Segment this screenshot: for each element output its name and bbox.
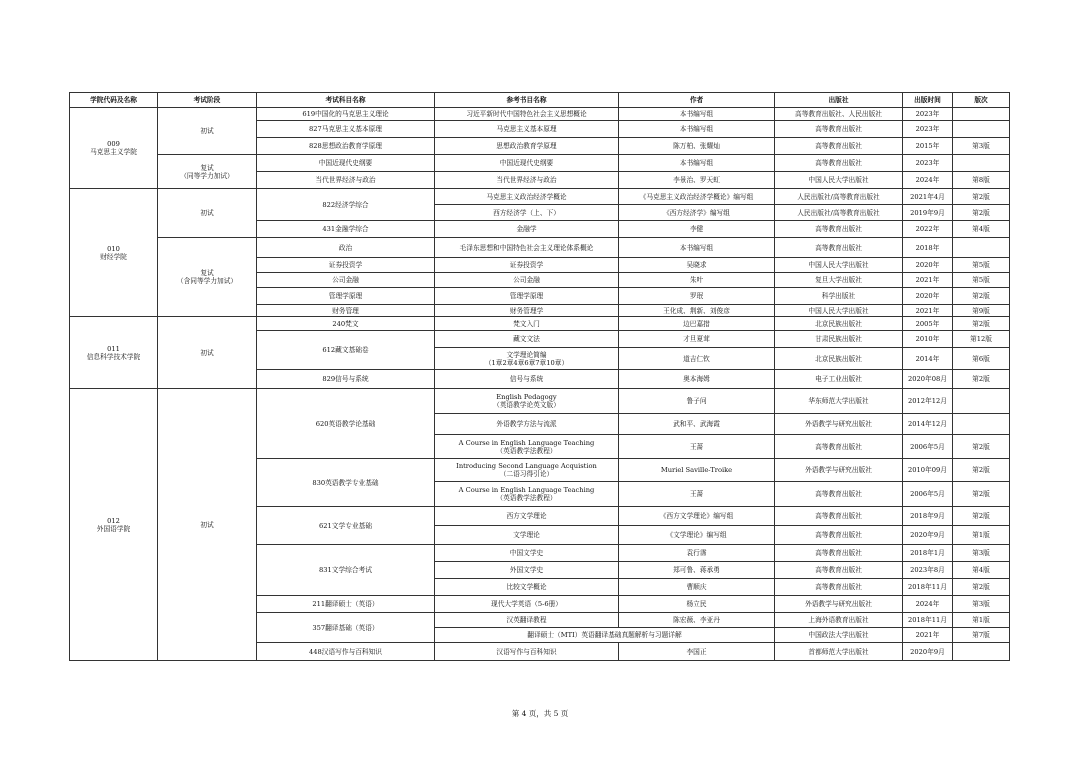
edition-cell: 第2版 [953,507,1010,526]
time-cell: 2010年 [903,331,953,348]
book-title-line: English Pedagogy [496,393,557,401]
subject-cell: 财务管理 [257,305,435,317]
header-time: 出版时间 [903,93,953,108]
time-cell: 2006年5月 [903,435,953,459]
book-cell: 翻译硕士（MTI）英语翻译基础真题解析与习题详解 [435,628,775,643]
time-cell: 2018年 [903,238,953,258]
edition-cell: 第4版 [953,562,1010,579]
book-title-line: （英语教学法教程） [496,494,557,502]
stage-cell: 初试 [158,317,257,389]
book-cell: 藏文文法 [435,331,619,348]
time-cell: 2024年 [903,596,953,613]
book-cell: 梵文入门 [435,317,619,331]
page-footer: 第 4 页，共 5 页 [511,709,569,718]
college-name: 外国语学院 [96,524,131,533]
time-cell: 2019年9月 [903,205,953,221]
stage-cell [158,238,257,317]
time-cell: 2006年5月 [903,482,953,507]
publisher-cell: 高等教育出版社 [775,221,903,238]
author-cell: 才旦夏茸 [619,331,775,348]
edition-cell: 第2版 [953,189,1010,205]
college-code: 011 [107,344,120,353]
publisher-cell: 华东师范大学出版社 [775,389,903,414]
book-cell: 西方文学理论 [435,507,619,526]
time-cell: 2014年12月 [903,414,953,435]
subject-cell: 证券投资学 [257,258,435,273]
author-cell: 本书编写组 [619,108,775,121]
subject-cell: 431金融学综合 [257,221,435,238]
time-cell: 2023年 [903,108,953,121]
publisher-cell: 外语教学与研究出版社 [775,414,903,435]
time-cell: 2023年 [903,121,953,138]
time-cell: 2020年08月 [903,370,953,389]
publisher-cell: 高等教育出版社 [775,435,903,459]
book-cell: 马克思主义政治经济学概论 [435,189,619,205]
author-cell: 奥本海姆 [619,370,775,389]
publisher-cell: 北京民族出版社 [775,317,903,331]
publisher-cell: 高等教育出版社 [775,579,903,596]
subject-cell: 管理学原理 [257,288,435,305]
header-publisher: 出版社 [775,93,903,108]
edition-cell: 第3版 [953,138,1010,155]
subject-cell: 公司金融 [257,273,435,288]
subject-cell: 827马克思主义基本原理 [257,121,435,138]
time-cell: 2023年 [903,155,953,172]
college-cell [70,108,158,189]
time-cell: 2020年9月 [903,526,953,545]
publisher-cell: 外语教学与研究出版社 [775,596,903,613]
author-cell: 《西方经济学》编写组 [619,205,775,221]
publisher-cell: 外语教学与研究出版社 [775,459,903,482]
author-cell: 杨立民 [619,596,775,613]
publisher-cell: 人民出版社/高等教育出版社 [775,205,903,221]
college-name: 马克思主义学院 [90,148,137,156]
edition-cell: 第2版 [953,435,1010,459]
time-cell: 2020年 [903,288,953,305]
book-cell: 中国近现代史纲要 [435,155,619,172]
subject-cell: 830英语教学专业基础 [257,459,435,507]
edition-cell: 第5版 [953,273,1010,288]
book-title-line: Introducing Second Language Acquistion [456,462,597,470]
edition-cell: 第8版 [953,172,1010,189]
time-cell: 2018年1月 [903,545,953,562]
time-cell: 2018年11月 [903,613,953,628]
table-row [70,238,1010,258]
time-cell: 2021年4月 [903,189,953,205]
publisher-cell: 人民出版社/高等教育出版社 [775,189,903,205]
publisher-cell: 高等教育出版社 [775,545,903,562]
subject-cell: 822经济学综合 [257,189,435,221]
edition-cell: 第1版 [953,526,1010,545]
edition-cell: 第2版 [953,459,1010,482]
publisher-cell: 高等教育出版社 [775,138,903,155]
publisher-cell: 中国人民大学出版社 [775,305,903,317]
publisher-cell: 高等教育出版社、人民出版社 [775,108,903,121]
book-cell [435,482,619,507]
author-cell: 郑可鲁、蒋承勇 [619,562,775,579]
publisher-cell: 高等教育出版社 [775,482,903,507]
book-cell: 汉英翻译教程 [435,613,619,628]
book-cell [435,459,619,482]
book-cell: 信号与系统 [435,370,619,389]
time-cell: 2022年 [903,221,953,238]
edition-cell: 第3版 [953,545,1010,562]
header-book: 参考书目名称 [435,93,619,108]
time-cell: 2020年 [903,258,953,273]
edition-cell: 第7版 [953,628,1010,643]
book-cell: 文学理论 [435,526,619,545]
book-title-line: （1章2章4章6章7章10章） [484,358,569,367]
time-cell: 2021年 [903,305,953,317]
book-cell: 财务管理学 [435,305,619,317]
book-cell: 金融学 [435,221,619,238]
edition-cell: 第4版 [953,221,1010,238]
time-cell: 2014年 [903,348,953,370]
book-title-line: A Course in English Language Teaching [458,486,595,494]
time-cell: 2021年 [903,628,953,643]
time-cell: 2005年 [903,317,953,331]
subject-cell: 612藏文基础卷 [257,331,435,370]
edition-cell: 第1版 [953,613,1010,628]
author-cell: 边巴嘉措 [619,317,775,331]
time-cell: 2010年09月 [903,459,953,482]
edition-cell [953,643,1010,661]
stage-cell: 初试 [158,389,257,661]
subject-cell: 621文学专业基础 [257,507,435,545]
subject-cell: 828思想政治教育学原理 [257,138,435,155]
edition-cell: 第2版 [953,317,1010,331]
college-code: 010 [107,244,120,253]
header-author: 作者 [619,93,775,108]
time-cell: 2012年12月 [903,389,953,414]
table-row [70,389,1010,414]
book-cell: 外国文学史 [435,562,619,579]
college-cell [70,389,158,661]
stage-line: （含同等学力加试） [176,277,238,285]
author-cell: 吴晓求 [619,258,775,273]
publisher-cell: 电子工业出版社 [775,370,903,389]
author-cell: 李国正 [619,643,775,661]
edition-cell: 第2版 [953,205,1010,221]
author-cell: 曹顺庆 [619,579,775,596]
author-cell: 王蔷 [619,435,775,459]
book-cell: 西方经济学（上、下） [435,205,619,221]
author-cell: 王化成、荆新、刘俊彦 [619,305,775,317]
subject-cell: 政治 [257,238,435,258]
author-cell: 陈宏薇、李亚丹 [619,613,775,628]
book-cell: 汉语写作与百科知识 [435,643,619,661]
table-row [70,155,1010,172]
publisher-cell: 高等教育出版社 [775,526,903,545]
header-stage: 考试阶段 [158,93,257,108]
author-cell: 朱叶 [619,273,775,288]
subject-cell: 357翻译基础（英语） [257,613,435,643]
publisher-cell: 高等教育出版社 [775,238,903,258]
edition-cell: 第12版 [953,331,1010,348]
publisher-cell: 中国人民大学出版社 [775,258,903,273]
book-cell [435,389,619,414]
book-title-line: （英语教学法教程） [496,446,557,455]
publisher-cell: 中国政法大学出版社 [775,628,903,643]
edition-cell [953,155,1010,172]
book-cell: 中国文学史 [435,545,619,562]
book-cell: 现代大学英语（5-6册） [435,596,619,613]
book-cell: 管理学原理 [435,288,619,305]
subject-cell: 829信号与系统 [257,370,435,389]
edition-cell: 第2版 [953,482,1010,507]
book-cell: 马克思主义基本原理 [435,121,619,138]
author-cell: 本书编写组 [619,155,775,172]
time-cell: 2023年8月 [903,562,953,579]
header-college: 学院代码及名称 [70,93,158,108]
edition-cell [953,108,1010,121]
subject-cell: 620英语教学论基础 [257,389,435,459]
author-cell: 罗珉 [619,288,775,305]
book-title-line: （二语习得引论） [499,470,554,478]
edition-cell: 第2版 [953,579,1010,596]
time-cell: 2018年9月 [903,507,953,526]
book-cell: 比较文学概论 [435,579,619,596]
publisher-cell: 高等教育出版社 [775,562,903,579]
time-cell: 2021年 [903,273,953,288]
book-cell: 证券投资学 [435,258,619,273]
edition-cell: 第5版 [953,258,1010,273]
author-cell: 袁行霈 [619,545,775,562]
stage-cell: 初试 [158,189,257,238]
author-cell: 本书编写组 [619,238,775,258]
table-row [70,317,1010,331]
edition-cell: 第2版 [953,288,1010,305]
stage-line: 复试 [200,269,214,277]
header-subject: 考试科目名称 [257,93,435,108]
book-title-line: A Course in English Language Teaching [458,438,595,447]
author-cell: 王蔷 [619,482,775,507]
table-row [70,108,1010,121]
publisher-cell: 复旦大学出版社 [775,273,903,288]
publisher-cell: 北京民族出版社 [775,348,903,370]
publisher-cell: 高等教育出版社 [775,155,903,172]
book-title-line: 文学理论简编 [506,350,547,359]
header-edition: 版次 [953,93,1010,108]
publisher-cell: 高等教育出版社 [775,121,903,138]
time-cell: 2015年 [903,138,953,155]
college-cell [70,317,158,389]
subject-cell: 619中国化的马克思主义理论 [257,108,435,121]
author-cell: 武和平、武海霞 [619,414,775,435]
subject-cell: 中国近现代史纲要 [257,155,435,172]
book-cell: 当代世界经济与政治 [435,172,619,189]
author-cell: 李健 [619,221,775,238]
subject-cell: 448汉语写作与百科知识 [257,643,435,661]
book-cell: 思想政治教育学原理 [435,138,619,155]
edition-cell [953,389,1010,414]
author-cell: Muriel Saville-Troike [619,459,775,482]
college-code: 012 [107,516,120,525]
book-cell: 习近平新时代中国特色社会主义思想概论 [435,108,619,121]
edition-cell [953,121,1010,138]
publisher-cell: 中国人民大学出版社 [775,172,903,189]
stage-cell [158,155,257,189]
edition-cell: 第6版 [953,348,1010,370]
time-cell: 2018年11月 [903,579,953,596]
college-name: 财经学院 [100,252,127,261]
stage-line: 复试 [200,163,214,172]
book-cell: 毛泽东思想和中国特色社会主义理论体系概论 [435,238,619,258]
author-cell: 《西方文学理论》编写组 [619,507,775,526]
edition-cell: 第9版 [953,305,1010,317]
book-cell: 公司金融 [435,273,619,288]
edition-cell: 第3版 [953,596,1010,613]
college-name: 信息科学技术学院 [86,352,141,361]
edition-cell [953,238,1010,258]
time-cell: 2020年9月 [903,643,953,661]
book-title-line: （英语教学论英文版） [493,401,560,409]
publisher-cell: 高等教育出版社 [775,507,903,526]
subject-cell: 当代世界经济与政治 [257,172,435,189]
publisher-cell: 甘肃民族出版社 [775,331,903,348]
college-code: 009 [107,140,120,148]
time-cell: 2024年 [903,172,953,189]
edition-cell: 第2版 [953,370,1010,389]
publisher-cell: 科学出版社 [775,288,903,305]
table-row [70,189,1010,205]
author-cell: 《马克思主义政治经济学概论》编写组 [619,189,775,205]
header-row [70,93,1010,108]
college-cell [70,189,158,317]
author-cell: 鲁子问 [619,389,775,414]
author-cell: 陈万柏、张耀灿 [619,138,775,155]
book-cell: 外语教学方法与流派 [435,414,619,435]
book-cell [435,348,619,370]
subject-cell: 831文学综合考试 [257,545,435,596]
author-cell: 李景治、罗天虹 [619,172,775,189]
subject-cell: 211翻译硕士（英语） [257,596,435,613]
stage-cell: 初试 [158,108,257,155]
author-cell: 本书编写组 [619,121,775,138]
subject-cell: 240梵文 [257,317,435,331]
edition-cell [953,414,1010,435]
publisher-cell: 上海外语教育出版社 [775,613,903,628]
author-cell: 《文学理论》编写组 [619,526,775,545]
author-cell: 道吉仁钦 [619,348,775,370]
bibliography-table [69,92,1010,661]
publisher-cell: 首都师范大学出版社 [775,643,903,661]
stage-line: （同等学力加试） [180,171,234,180]
book-cell [435,435,619,459]
